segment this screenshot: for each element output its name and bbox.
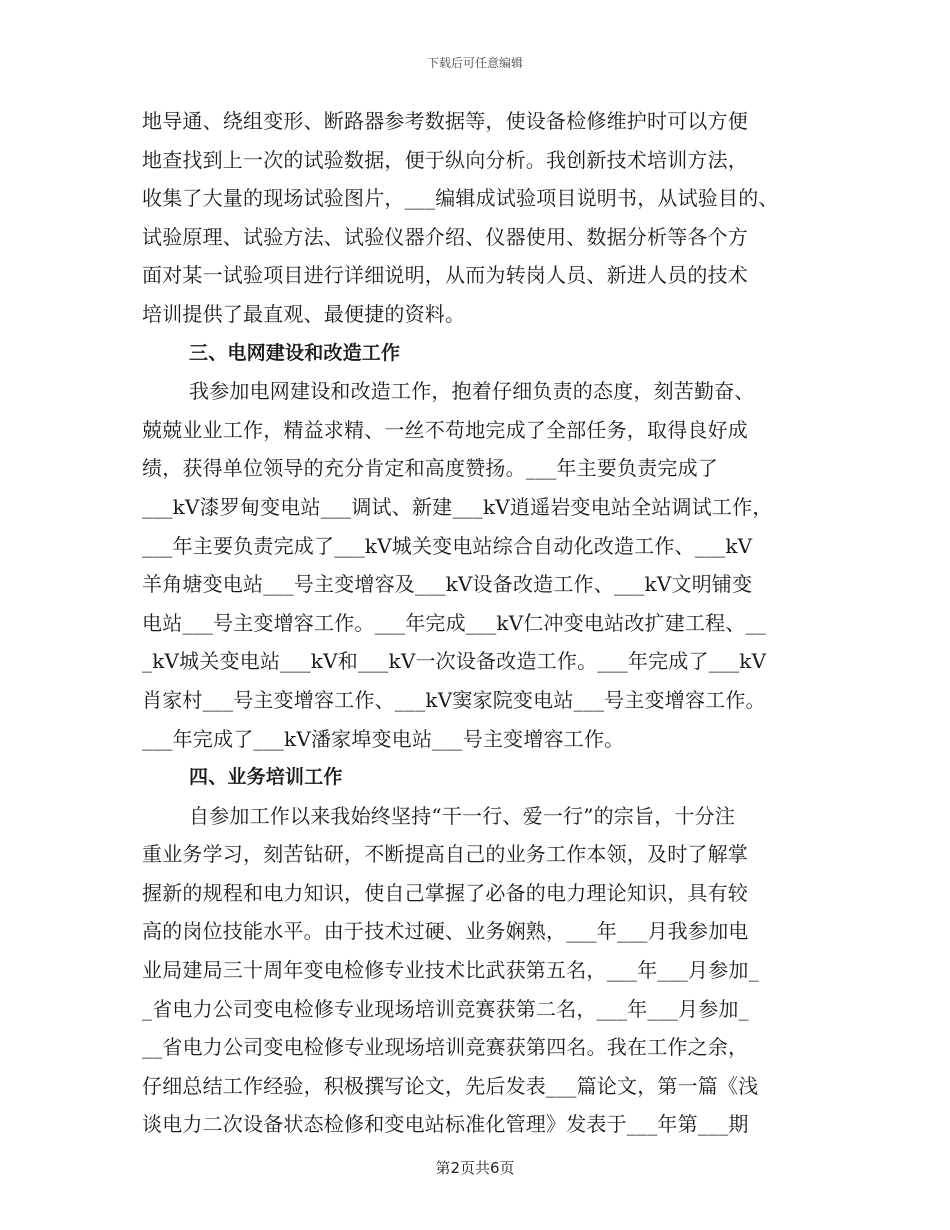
text-line: 自参加工作以来我始终坚持“干一行、爱一行”的宗旨，十分注: [189, 803, 736, 828]
text-line: 地导通、绕组变形、断路器参考数据等，使设备检修维护时可以方便: [142, 109, 748, 133]
text-line: 肖家村___号主变增容工作、___kV窦家院变电站___号主变增容工作。: [142, 687, 766, 712]
text-line: _省电力公司变电检修专业现场培训竞赛获第二名，___年___月参加_: [142, 996, 749, 1021]
text-line: 面对某一试验项目进行详细说明，从而为转岗人员、新进人员的技术: [142, 263, 748, 288]
text-line: ___年完成了___kV潘家埠变电站___号主变增容工作。: [142, 726, 625, 751]
text-line: 地查找到上一次的试验数据，便于纵向分析。我创新技术培训方法，: [142, 147, 748, 172]
text-line: 重业务学习，刻苦钻研，不断提高自己的业务工作本领，及时了解掌: [142, 842, 748, 867]
section-heading: 四、业务培训工作: [189, 766, 343, 789]
text-line: __省电力公司变电检修专业现场培训竞赛获第四名。我在工作之余，: [142, 1035, 749, 1060]
text-line: 我参加电网建设和改造工作，抱着仔细负责的态度，刻苦勤奋、: [189, 379, 755, 404]
text-line: 培训提供了最直观、最便捷的资料。: [142, 301, 466, 326]
page-header: 下载后可任意编辑: [426, 56, 523, 70]
text-line: 业局建局三十周年变电检修专业技术比武获第五名，___年___月参加_: [142, 958, 759, 983]
document-body: [142, 102, 832, 1144]
text-line: 收集了大量的现场试验图片，___编辑成试验项目说明书，从试验目的、: [142, 186, 779, 211]
text-line: ___年主要负责完成了___kV城关变电站综合自动化改造工作、___kV: [142, 533, 753, 558]
page-footer: 第2页共6页: [435, 1159, 515, 1177]
text-line: ___kV漆罗甸变电站___调试、新建___kV逍遥岩变电站全站调试工作，: [142, 494, 773, 519]
text-line: 仔细总结工作经验，积极撰写论文，先后发表___篇论文，第一篇《浅: [142, 1073, 759, 1098]
text-line: 羊角塘变电站___号主变增容及___kV设备改造工作、___kV文明铺变: [142, 572, 753, 597]
text-line: 兢兢业业工作，精益求精、一丝不苟地完成了全部任务，取得良好成: [142, 417, 748, 442]
text-line: 试验原理、试验方法、试验仪器介绍、仪器使用、数据分析等各个方: [142, 224, 748, 249]
text-line: 电站___号主变增容工作。___年完成___kV仁冲变电站改扩建工程、__: [142, 610, 766, 635]
text-line: 握新的规程和电力知识，使自己掌握了必备的电力理论知识，具有较: [142, 880, 748, 905]
text-line: _kV城关变电站___kV和___kV一次设备改造工作。___年完成了___kV: [142, 649, 767, 674]
section-heading: 三、电网建设和改造工作: [189, 341, 401, 364]
text-line: 高的岗位技能水平。由于技术过硬、业务娴熟，___年___月我参加电: [142, 919, 749, 944]
text-line: 谈电力二次设备状态检修和变电站标准化管理》发表于___年第___期: [142, 1112, 749, 1137]
text-line: 绩，获得单位领导的充分肯定和高度赞扬。___年主要负责完成了: [142, 456, 718, 481]
